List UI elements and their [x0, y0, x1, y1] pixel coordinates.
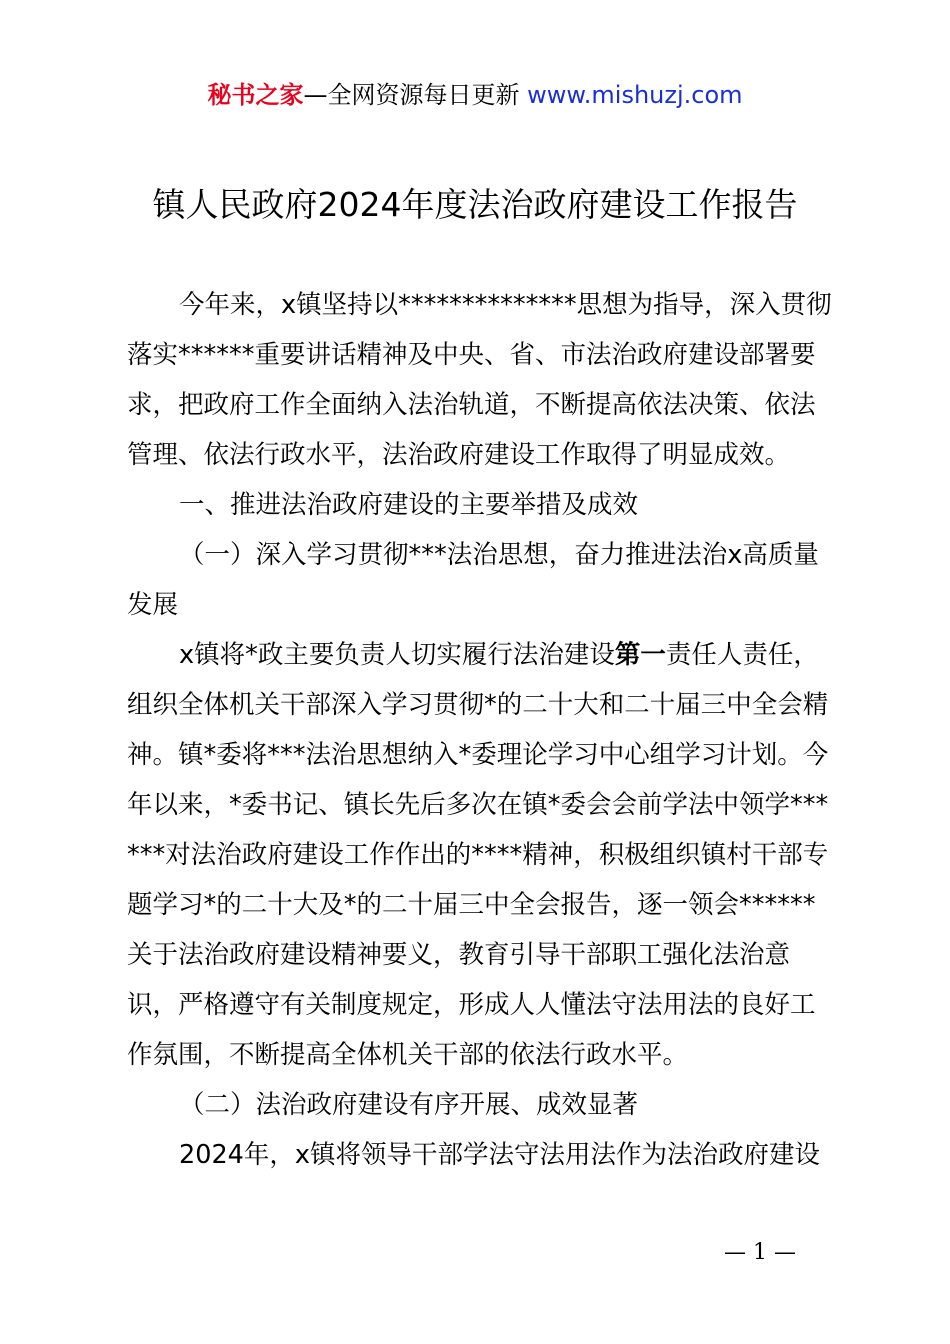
paragraph-2-bold: 第一: [614, 640, 666, 670]
section-heading-1: 一、推进法治政府建设的主要举措及成效: [179, 490, 639, 520]
intro-paragraph: 今年来，x镇坚持以**************思想为指导，深入贯彻落实******重要讲话精神及中央、省、市法治政府建设部署要求，把政府工作全面纳入法治轨道，不断提高依法决策、依法管理、依法行政水平，法治政府建设工作取得了明显成效。: [127, 290, 832, 470]
document-title: 镇人民政府2024年度法治政府建设工作报告: [152, 185, 798, 224]
body-paragraph-2: [127, 630, 837, 1080]
subsection-heading-1: （一）深入学习贯彻***法治思想，奋力推进法治x高质量发展: [127, 540, 819, 620]
site-url-link[interactable]: www.mishuzj.com: [527, 81, 743, 109]
site-slogan: —全网资源每日更新: [303, 81, 528, 109]
site-header: [0, 78, 950, 112]
document-body: [127, 280, 837, 1180]
paragraph-2-start: x镇将*政主要负责人切实履行法治建设: [179, 640, 615, 670]
subsection-heading-2: （二）法治政府建设有序开展、成效显著: [179, 1090, 639, 1120]
body-paragraph-3: 2024年，x镇将领导干部学法守法用法作为法治政府建设: [179, 1140, 820, 1170]
site-brand: 秘书之家: [207, 81, 304, 109]
page-number: — 1 —: [724, 1240, 796, 1265]
paragraph-2-rest: 责任人责任，组织全体机关干部深入学习贯彻*的二十大和二十届三中全会精神。镇*委将***法治思想纳入*委理论学习中心组学习计划。今年以来，*委书记、镇长先后多次在镇*委会会前学法中领学******对法治政府建设工作作出的****精神，积极组织镇村干部专题学习*的二十大及*的二十届三中全会报告，逐一领会******关于法治政府建设精神要义，教育引导干部职工强化法治意识，严格遵守有关制度规定，形成人人懂法守法用法的良好工作氛围，不断提高全体机关干部的依法行政水平。: [127, 640, 829, 1070]
